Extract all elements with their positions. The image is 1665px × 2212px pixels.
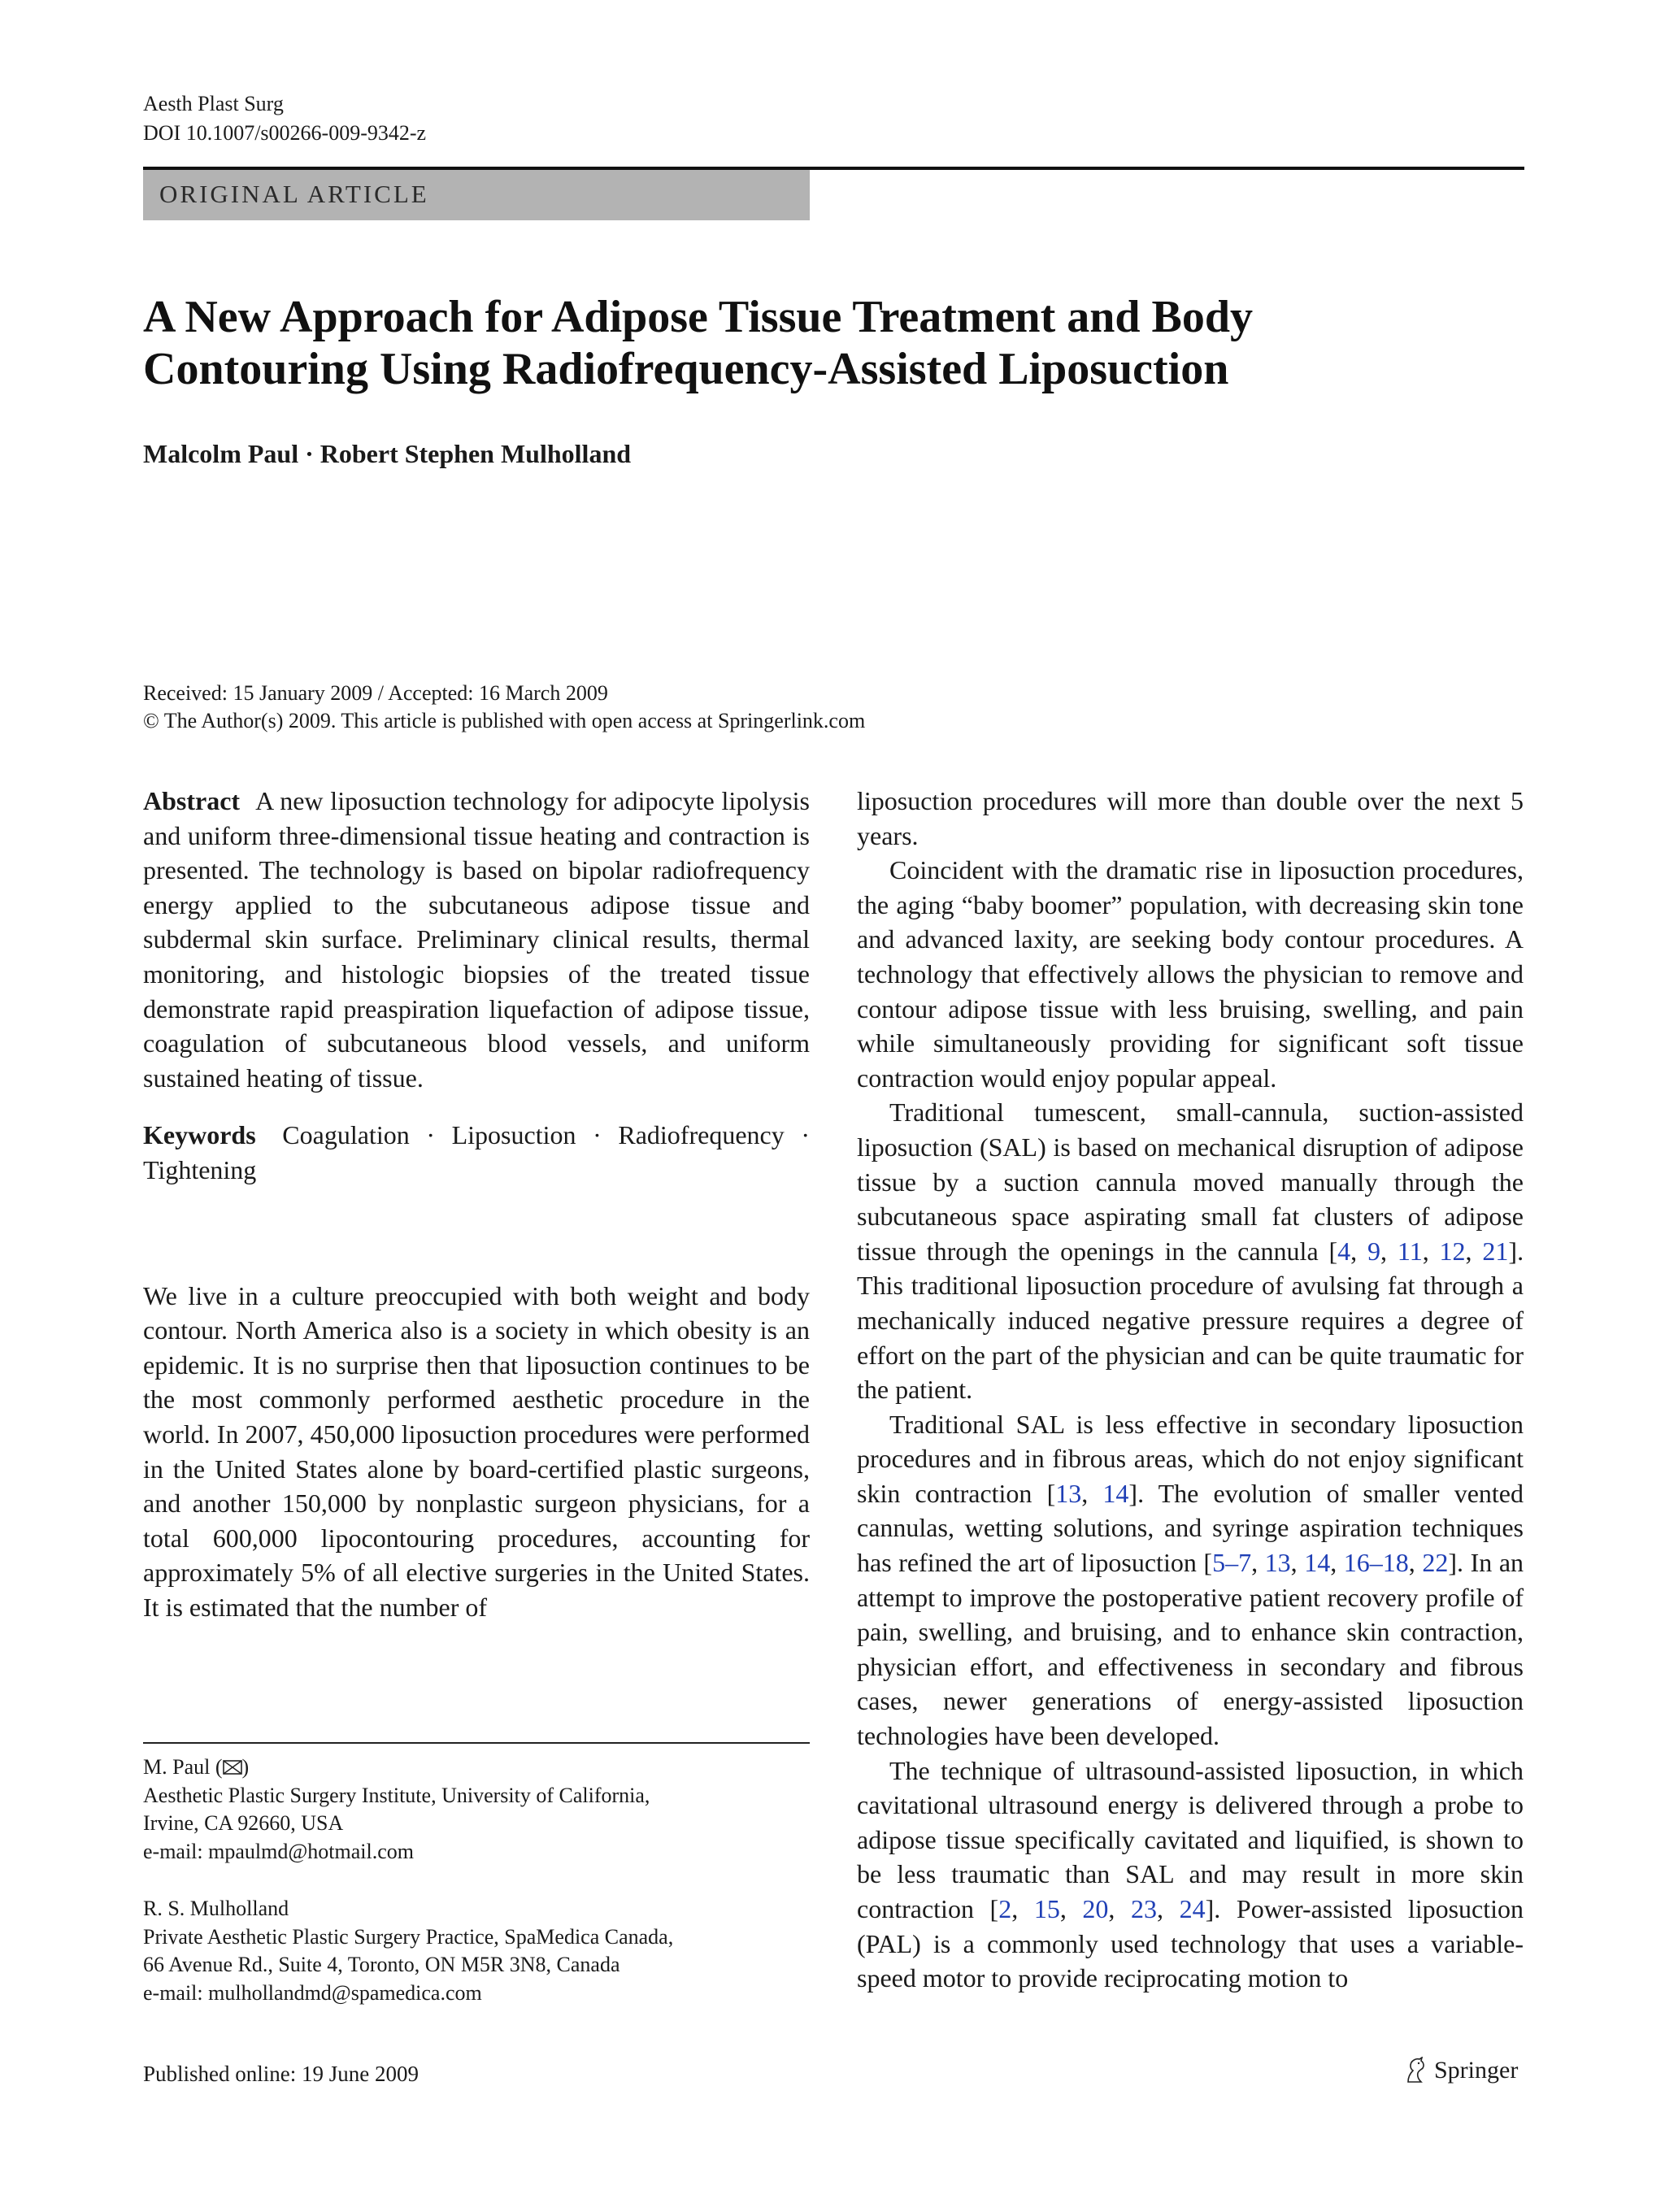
paragraph-text: The technique of ultrasound-assisted liposuction, in which cavitational ultrasound energy is delivered through a probe to adipose tissue specifically cavitated and liquified, is shown to be less traumatic than SAL and may result in more skin contraction [ [857,1755,1524,1923]
published-online: Published online: 19 June 2009 [143,2062,419,2086]
paragraph: Coincident with the dramatic rise in liposuction procedures, the aging “baby boomer” population, with decreasing skin tone and advanced laxity, are seeking body contour procedures. A technology that effectively allows the physician to remove and contour adipose tissue with less bruising, swelling, and pain while simultaneously providing for significant soft tissue contraction would enjoy popular appeal. [857,855,1524,1093]
affil-1-name-close: ) [241,1755,250,1779]
citation-link[interactable]: 22 [1422,1548,1449,1578]
article-title [143,291,1525,395]
paragraph-text: ]. The evolution of smaller vented cannulas, wetting solutions, and syringe aspiration techniques has refined the art of liposuction [ [857,1478,1524,1578]
citation-link[interactable]: 20 [1082,1894,1109,1923]
citation-link[interactable]: 5–7 [1212,1548,1252,1578]
abstract [143,784,810,1095]
right-column [857,784,1524,1996]
affil-1-name-text: M. Paul ( [143,1755,223,1779]
citation-link[interactable]: 24 [1179,1894,1206,1923]
paragraph-text: Traditional SAL is less effective in secondary liposuction procedures and in fibrous areas, which do not enjoy significant skin contraction [ [857,1409,1524,1508]
affil-1-name [143,1754,818,1782]
paragraph: The technique of ultrasound-assisted liposuction, in which cavitational ultrasound energy is delivered through a probe to adipose tissue specifically cavitated and liquified, is shown to be less traumatic than SAL and may result in more skin contraction [2, 15, 20, 23, 24]. Power-assisted liposuction (PAL) is a commonly used technology that uses a variable-speed motor to provide reciprocating motion to [857,1755,1524,1993]
authors: Malcolm Paul · Robert Stephen Mulholland [143,439,632,468]
publisher-name: Springer [1434,2057,1519,2084]
journal-name: Aesth Plast Surg [143,92,284,115]
citation-link[interactable]: 13 [1055,1478,1082,1508]
affil-1-email[interactable]: e-mail: mpaulmd@hotmail.com [143,1839,414,1863]
citation-link[interactable]: 9 [1367,1236,1381,1266]
affil-2-email[interactable]: e-mail: mulhollandmd@spamedica.com [143,1980,482,2005]
affil-2-line1: Private Aesthetic Plastic Surgery Practice, SpaMedica Canada, [143,1924,674,1949]
paragraph-text: Traditional tumescent, small-cannula, suction-assisted liposuction (SAL) is based on mechanical disruption of adipose tissue by a suction cannula moved manually through the subcutaneous space aspirating small fat clusters of adipose tissue through the openings in the cannula [ [857,1097,1524,1266]
paragraph-text: ]. In an attempt to improve the postoperative patient recovery profile of pain, swelling, and bruising, and to enhance skin contraction, physician effort, and effectiveness in secondary and fibrous cases, newer generations of energy-assisted liposuction technologies have been developed. [857,1548,1524,1751]
citation-link[interactable]: 4 [1337,1236,1351,1266]
section-label: ORIGINAL ARTICLE [159,180,429,208]
citation-link[interactable]: 23 [1131,1894,1158,1923]
affiliation-2 [143,1895,818,2007]
paragraph: Traditional tumescent, small-cannula, suction-assisted liposuction (SAL) is based on mechanical disruption of adipose tissue by a suction cannula moved manually through the subcutaneous space aspirating small fat clusters of adipose tissue through the openings in the cannula [4, 9, 11, 12, 21]. This traditional liposuction procedure of avulsing fat through a mechanically induced negative pressure requires a degree of effort on the part of the physician and can be quite traumatic for the patient. [857,1097,1524,1405]
section-bar [143,170,810,220]
envelope-icon[interactable] [223,1760,242,1775]
title-line-2: Contouring Using Radiofrequency-Assisted Liposuction [143,344,1229,394]
keywords-text: Coagulation · Liposuction · Radiofrequency · Tightening [143,1120,811,1184]
citation-link[interactable]: 14 [1102,1478,1129,1508]
intro-paragraph: We live in a culture preoccupied with both weight and body contour. North America also is a society in which obesity is an epidemic. It is no surprise then that liposuction continues to be the most commonly performed aesthetic procedure in the world. In 2007, 450,000 liposuction procedures were performed in the United States alone by board-certified plastic surgeons, and another 150,000 by nonplastic surgeon physicians, for a total 600,000 lipocontouring procedures, accounting for approximately 5% of all elective surgeries in the United States. It is estimated that the number of [143,1280,810,1622]
citation-link[interactable]: 21 [1482,1236,1509,1266]
citation-link[interactable]: 16–18 [1343,1548,1409,1578]
abstract-label: Abstract [143,786,241,815]
paragraph-text: ]. This traditional liposuction procedure of avulsing fat through a mechanically induced negative pressure requires a degree of effort on the part of the physician and can be quite traumatic for the patient. [857,1236,1524,1405]
publisher-logo [1403,2057,1518,2084]
affil-2-line2: 66 Avenue Rd., Suite 4, Toronto, ON M5R 3N8, Canada [143,1953,620,1976]
paragraph-text: ]. Power-assisted liposuction (PAL) is a commonly used technology that uses a variable-speed motor to provide reciprocating motion to [857,1894,1524,1993]
affil-2-name: R. S. Mulholland [143,1897,289,1920]
paragraph: Traditional SAL is less effective in secondary liposuction procedures and in fibrous areas, which do not enjoy significant skin contraction [13, 14]. The evolution of smaller vented cannulas, wetting solutions, and syringe aspiration techniques has refined the art of liposuction [5–7, 13, 14, 16–18, 22]. In an attempt to improve the postoperative patient recovery profile of pain, swelling, and bruising, and to enhance skin contraction, physician effort, and effectiveness in secondary and fibrous cases, newer generations of energy-assisted liposuction technologies have been developed. [857,1409,1524,1751]
journal-header [143,89,426,148]
citation-link[interactable]: 15 [1033,1894,1060,1923]
springer-horse-icon [1403,2057,1428,2084]
affil-1-line1: Aesthetic Plastic Surgery Institute, University of California, [143,1783,650,1807]
footnote-rule [143,1742,810,1744]
keywords [143,1118,810,1187]
citation-link[interactable]: 12 [1439,1236,1466,1266]
citation-link[interactable]: 14 [1304,1548,1331,1578]
citation-link[interactable]: 13 [1264,1548,1291,1578]
abstract-text: A new liposuction technology for adipocyte lipolysis and uniform three-dimensional tissue heating and contraction is presented. The technology is based on bipolar radiofrequency energy applied to the subcutaneous adipose tissue and subdermal skin surface. Preliminary clinical results, thermal monitoring, and histologic biopsies of the treated tissue demonstrate rapid preaspiration liquefaction of adipose tissue, coagulation of subcutaneous blood vessels, and uniform sustained heating of tissue. [143,786,811,1093]
doi[interactable]: DOI 10.1007/s00266-009-9342-z [143,121,427,145]
affiliation-1 [143,1754,818,1866]
copyright-notice: © The Author(s) 2009. This article is published with open access at Springerlink.com [143,709,866,732]
affil-1-line2: Irvine, CA 92660, USA [143,1811,344,1835]
paragraph: liposuction procedures will more than double over the next 5 years. [857,786,1524,850]
keywords-label: Keywords [143,1120,256,1150]
citation-link[interactable]: 2 [998,1894,1012,1923]
received-accepted: Received: 15 January 2009 / Accepted: 16 March 2009 [143,681,608,705]
article-dates [143,680,865,735]
title-line-1: A New Approach for Adipose Tissue Treatment and Body [143,292,1253,342]
left-column [143,784,810,1624]
citation-link[interactable]: 11 [1397,1236,1423,1266]
